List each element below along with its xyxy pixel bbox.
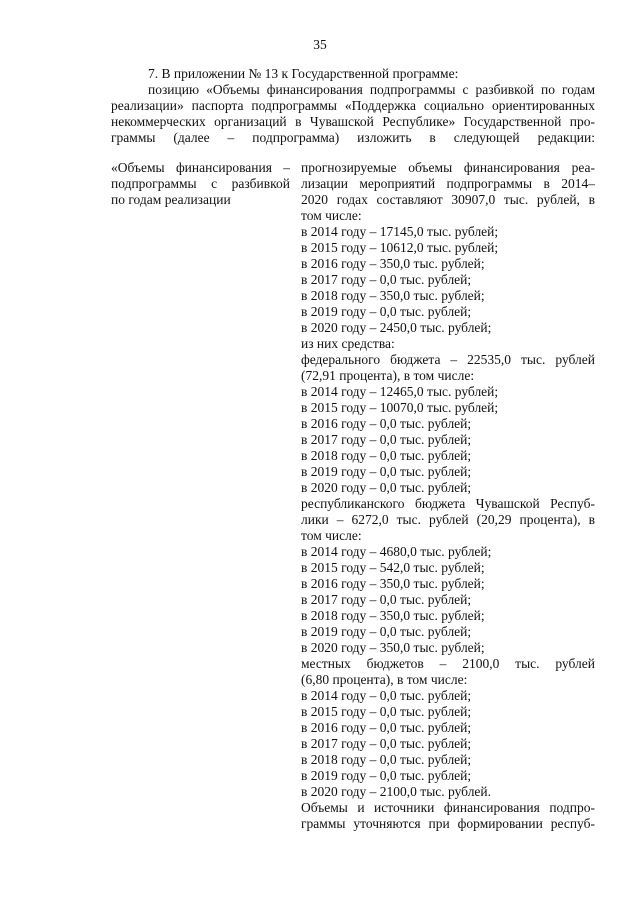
funding-line: республиканского бюджета Чувашской Респуб- [301, 496, 595, 511]
funding-line: в 2019 году – 0,0 тыс. рублей; [301, 464, 472, 479]
intro-paragraph [111, 66, 595, 146]
intro-line: реализации» паспорта подпрограммы «Поддержка социально ориентированных [111, 98, 595, 113]
intro-line: некоммерческих организаций в Чувашской Республике» Государственной про- [111, 114, 595, 129]
funding-line: в 2018 году – 350,0 тыс. рублей; [301, 608, 485, 623]
funding-line: в 2019 году – 0,0 тыс. рублей; [301, 768, 472, 783]
funding-line: местных бюджетов – 2100,0 тыс. рублей [301, 656, 595, 671]
funding-line: в 2017 году – 0,0 тыс. рублей; [301, 736, 472, 751]
funding-line: граммы уточняются при формировании респуб- [301, 816, 595, 831]
funding-line: в 2014 году – 17145,0 тыс. рублей; [301, 224, 499, 239]
funding-line: в 2016 году – 0,0 тыс. рублей; [301, 720, 472, 735]
funding-description [301, 160, 595, 832]
funding-line: в 2020 году – 2100,0 тыс. рублей. [301, 784, 492, 799]
funding-line: в 2017 году – 0,0 тыс. рублей; [301, 592, 472, 607]
funding-line: в 2015 году – 10612,0 тыс. рублей; [301, 240, 499, 255]
funding-line: в 2019 году – 0,0 тыс. рублей; [301, 624, 472, 639]
funding-line: Объемы и источники финансирования подпро- [301, 800, 595, 815]
funding-line: в 2016 году – 350,0 тыс. рублей; [301, 256, 485, 271]
funding-line: прогнозируемые объемы финансирования реа- [301, 160, 595, 175]
funding-line: (6,80 процента), в том числе: [301, 672, 468, 687]
funding-line: в 2020 году – 350,0 тыс. рублей; [301, 640, 485, 655]
funding-line: в 2016 году – 350,0 тыс. рублей; [301, 576, 485, 591]
funding-line: в 2020 году – 2450,0 тыс. рублей; [301, 320, 492, 335]
position-label-line: «Объемы финансирования – [111, 160, 290, 175]
funding-line: в 2015 году – 0,0 тыс. рублей; [301, 704, 472, 719]
funding-line: в 2015 году – 10070,0 тыс. рублей; [301, 400, 499, 415]
funding-line: в 2017 году – 0,0 тыс. рублей; [301, 432, 472, 447]
funding-line: в 2016 году – 0,0 тыс. рублей; [301, 416, 472, 431]
position-label-line: подпрограммы с разбивкой [111, 176, 290, 191]
funding-line: лики – 6272,0 тыс. рублей (20,29 процента), в [301, 512, 595, 527]
funding-line: в 2014 году – 4680,0 тыс. рублей; [301, 544, 492, 559]
page-number: 35 [313, 37, 327, 52]
funding-line: лизации мероприятий подпрограммы в 2014– [301, 176, 595, 191]
funding-line: в 2018 году – 0,0 тыс. рублей; [301, 448, 472, 463]
intro-line: граммы (далее – подпрограмма) изложить в следующей редакции: [111, 130, 595, 145]
funding-line: в 2014 году – 0,0 тыс. рублей; [301, 688, 472, 703]
position-label [111, 160, 290, 208]
funding-line: в 2017 году – 0,0 тыс. рублей; [301, 272, 472, 287]
funding-line: 2020 годах составляют 30907,0 тыс. рублей, в [301, 192, 595, 207]
funding-line: (72,91 процента), в том числе: [301, 368, 475, 383]
funding-line: в 2019 году – 0,0 тыс. рублей; [301, 304, 472, 319]
funding-line: в 2018 году – 0,0 тыс. рублей; [301, 752, 472, 767]
funding-line: федерального бюджета – 22535,0 тыс. рублей [301, 352, 595, 367]
funding-line: в 2018 году – 350,0 тыс. рублей; [301, 288, 485, 303]
funding-line: в 2014 году – 12465,0 тыс. рублей; [301, 384, 499, 399]
intro-line: позицию «Объемы финансирования подпрограммы с разбивкой по годам [148, 82, 595, 97]
funding-line: в 2020 году – 0,0 тыс. рублей; [301, 480, 472, 495]
funding-line: том числе: [301, 208, 362, 223]
position-label-line: по годам реализации [111, 192, 231, 207]
funding-line: том числе: [301, 528, 362, 543]
funding-line: в 2015 году – 542,0 тыс. рублей; [301, 560, 485, 575]
funding-line: из них средства: [301, 336, 395, 351]
intro-line: 7. В приложении № 13 к Государственной программе: [148, 66, 459, 81]
